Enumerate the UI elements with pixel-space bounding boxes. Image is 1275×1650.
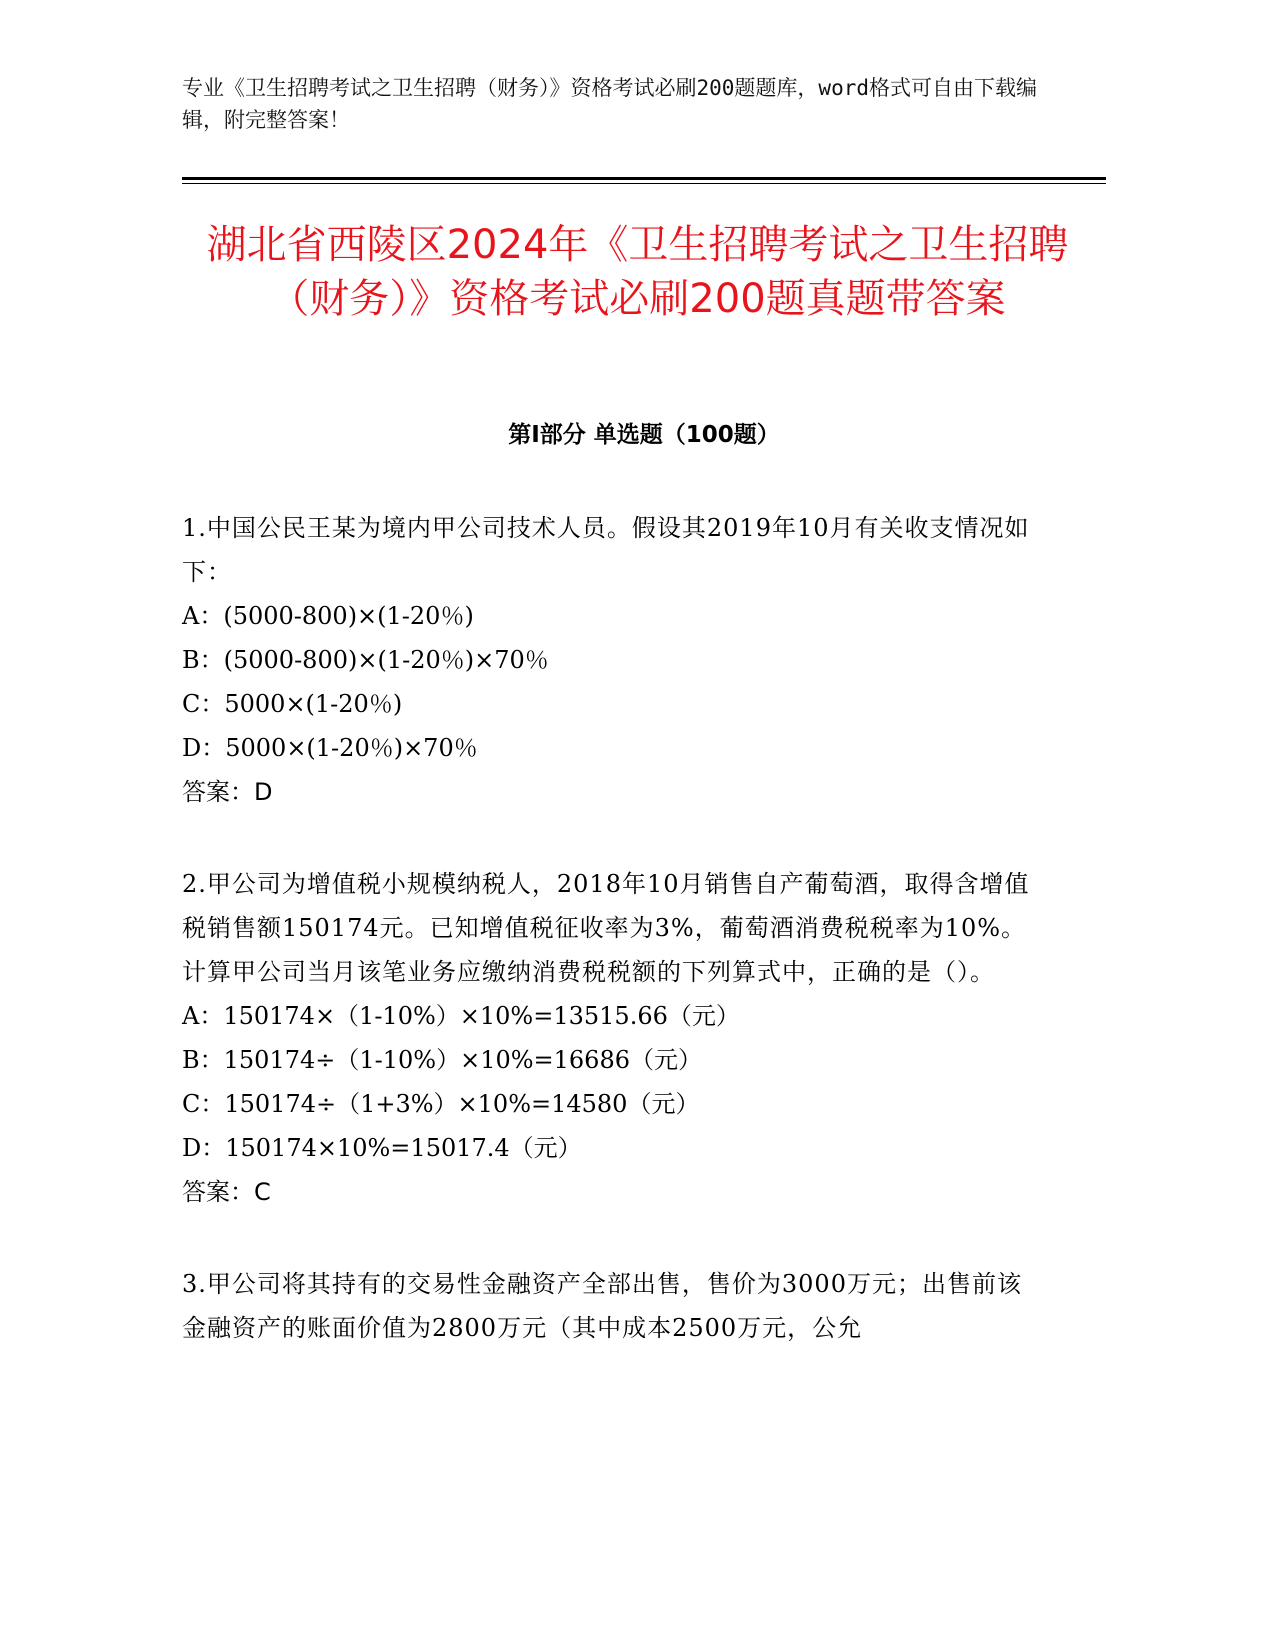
option-b: B：(5000-800)×(1-20％)×70％ [182, 646, 549, 674]
question-stem: 3.甲公司将其持有的交易性金融资产全部出售，售价为3000万元；出售前该金融资产的账面价值为2800万元（其中成本2500万元，公允 [182, 1270, 1022, 1342]
question-stem: 2.甲公司为增值税小规模纳税人，2018年10月销售自产葡萄酒，取得含增值税销售额150174元。已知增值税征收率为3%，葡萄酒消费税税率为10%。计算甲公司当月该笔业务应缴纳消费税税额的下列算式中，正确的是（）。 [182, 870, 1030, 986]
option-c: C：5000×(1-20％) [182, 690, 403, 718]
document-title: 湖北省西陵区2024年《卫生招聘考试之卫生招聘（财务）》资格考试必刷200题真题带答案 [206, 222, 1069, 322]
question-3 [182, 1262, 1042, 1350]
option-b: B：150174÷（1-10%）×10%=16686（元） [182, 1046, 702, 1074]
question-2 [182, 862, 1042, 1214]
option-c: C：150174÷（1+3%）×10%=14580（元） [182, 1090, 700, 1118]
header-divider-thick [182, 177, 1106, 180]
document-header-note: 专业《卫生招聘考试之卫生招聘（财务）》资格考试必刷200题题库，word格式可自由下载编辑，附完整答案！ [182, 76, 1037, 132]
question-stem: 1.中国公民王某为境内甲公司技术人员。假设其2019年10月有关收支情况如下： [182, 514, 1030, 586]
section-heading: 第Ⅰ部分 单选题（100题） [508, 422, 780, 448]
option-d: D：5000×(1-20％)×70％ [182, 734, 478, 762]
option-a: A：150174×（1-10%）×10%=13515.66（元） [182, 1002, 740, 1030]
header-divider-thin [182, 183, 1106, 184]
answer-line: 答案：D [182, 778, 273, 806]
question-list [182, 506, 1042, 1398]
answer-line: 答案：C [182, 1178, 271, 1206]
option-d: D：150174×10%=15017.4（元） [182, 1134, 582, 1162]
option-a: A：(5000-800)×(1-20％) [182, 602, 474, 630]
question-1 [182, 506, 1042, 814]
